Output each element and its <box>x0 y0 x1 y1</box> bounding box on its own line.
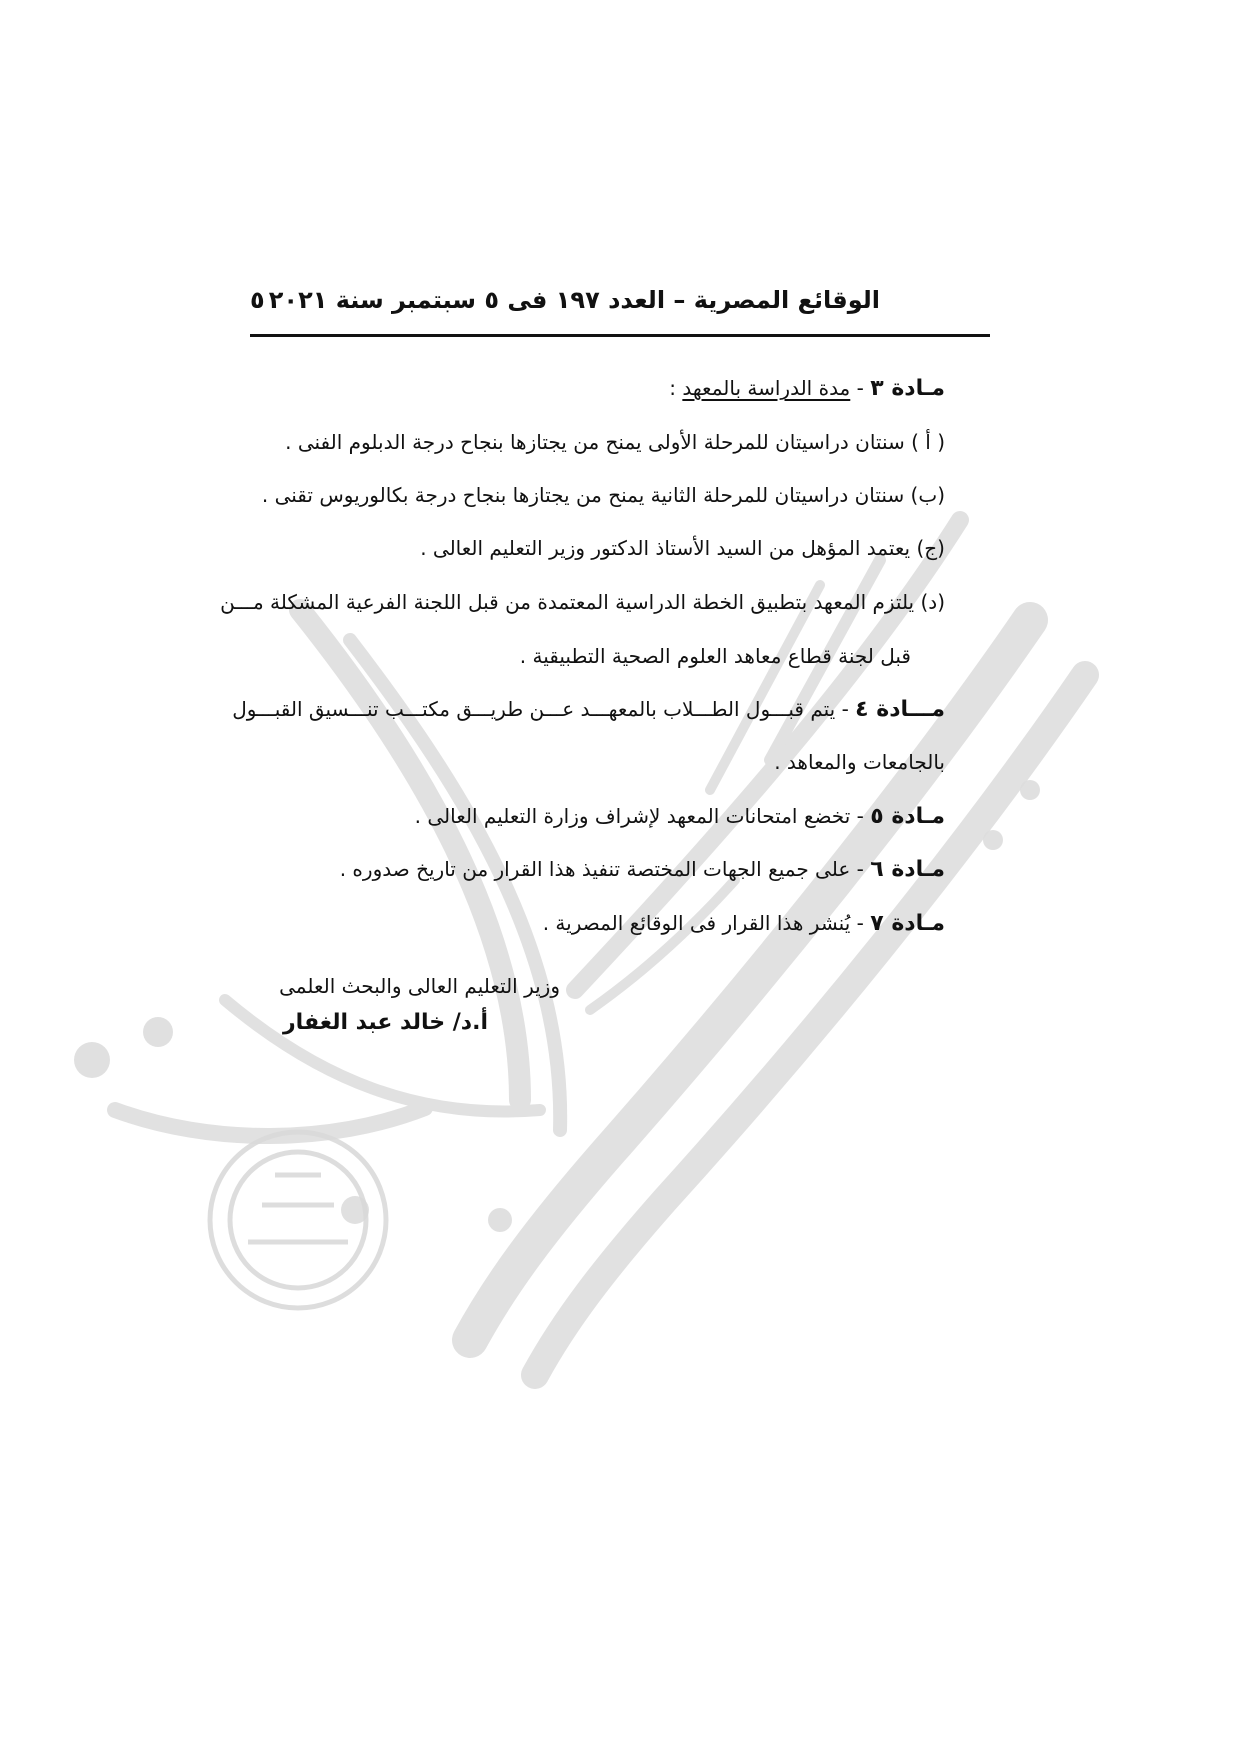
article-text: - تخضع امتحانات المعهد لإشراف وزارة التعليم العالى . <box>414 804 871 828</box>
article-6 <box>340 855 945 884</box>
signature-name: أ.د/ خالد عبد الغفار <box>283 1010 488 1035</box>
article-7 <box>543 909 945 938</box>
article-4-line-1 <box>232 695 945 724</box>
gazette-title: الوقائع المصرية – العدد ١٩٧ فى ٥ سبتمبر سنة ٢٠٢١ <box>268 286 880 314</box>
article-label: مـادة ٧ <box>870 911 945 936</box>
item-d-line-1: (د) يلتزم المعهد بتطبيق الخطة الدراسية المعتمدة من قبل اللجنة الفرعية المشكلة مـــن <box>220 590 945 614</box>
page-number: ٥ <box>250 286 265 314</box>
header-rule <box>250 334 990 337</box>
article-3 <box>669 374 945 403</box>
page-header <box>250 282 990 336</box>
article-heading: مدة الدراسة بالمعهد <box>682 376 851 400</box>
item-a: ( أ ) سنتان دراسيتان للمرحلة الأولى يمنح من يجتازها بنجاح درجة الدبلوم الفنى . <box>285 430 945 454</box>
item-b: (ب) سنتان دراسيتان للمرحلة الثانية يمنح من يجتازها بنجاح درجة بكالوريوس تقنى . <box>261 483 945 507</box>
article-5 <box>415 802 945 831</box>
item-c: (ج) يعتمد المؤهل من السيد الأستاذ الدكتور وزير التعليم العالى . <box>420 536 945 560</box>
article-4-line-2: بالجامعات والمعاهد . <box>774 750 945 774</box>
article-label: مـادة ٣ <box>870 376 945 401</box>
signature-role: وزير التعليم العالى والبحث العلمى <box>279 974 560 998</box>
item-d-line-2: قبل لجنة قطاع معاهد العلوم الصحية التطبيقية . <box>519 644 911 668</box>
article-heading-suffix: : <box>669 376 683 400</box>
article-separator: - <box>850 376 871 400</box>
article-text: - يتم قبـــول الطـــلاب بالمعهـــد عـــن طريـــق مكتـــب تنـــسيق القبـــول <box>232 697 856 721</box>
article-text: - يُنشر هذا القرار فى الوقائع المصرية . <box>542 911 871 935</box>
article-text: - على جميع الجهات المختصة تنفيذ هذا القرار من تاريخ صدوره . <box>339 857 871 881</box>
article-label: مـادة ٥ <box>870 804 945 829</box>
article-label: مـــادة ٤ <box>855 697 945 722</box>
article-label: مـادة ٦ <box>870 857 945 882</box>
signature-block <box>250 972 560 1035</box>
